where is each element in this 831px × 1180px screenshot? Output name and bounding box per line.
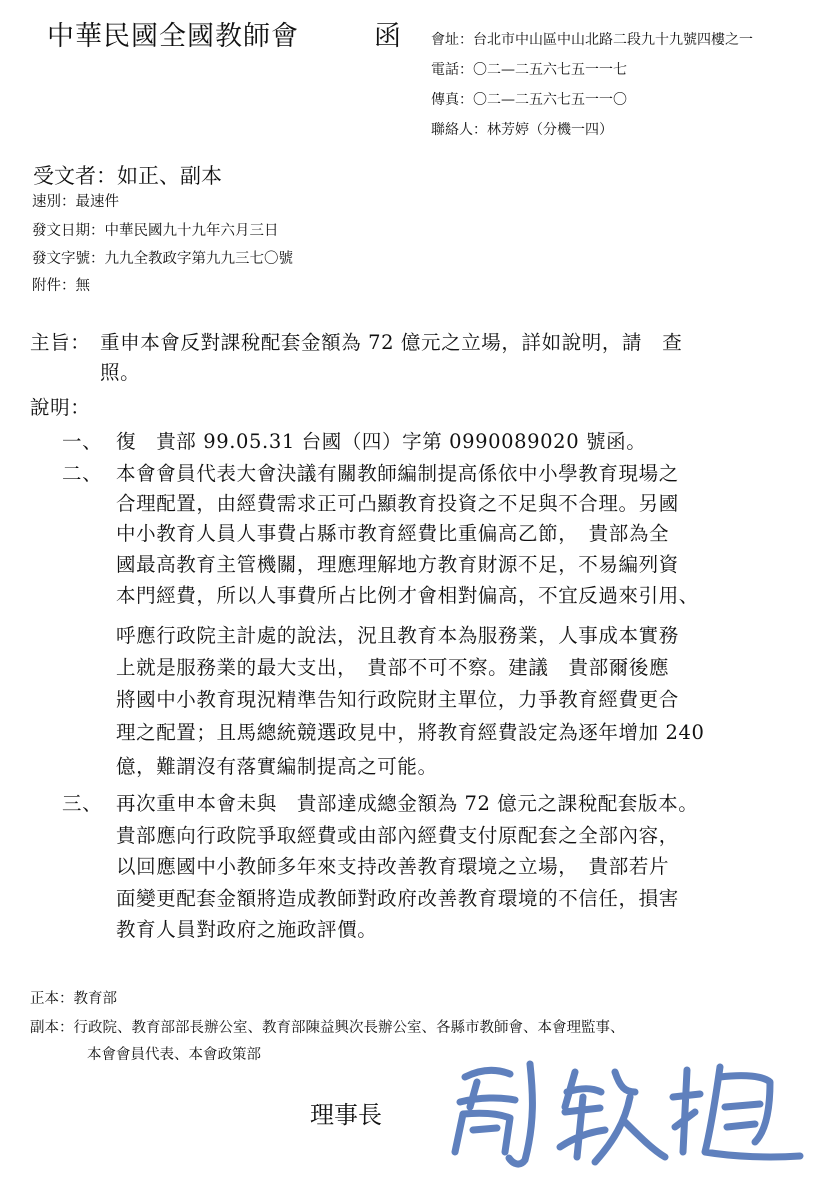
contact-person: 聯絡人：林芳婷（分機一四）: [431, 122, 613, 138]
attachment: 附件：無: [32, 278, 90, 294]
item-line: 將國中小教育現況精準告知行政院財主單位，力爭教育經費更合: [116, 688, 679, 711]
reference-number: 發文字號：九九全教政字第九九三七〇號: [32, 251, 293, 267]
urgency: 速別：最速件: [32, 194, 119, 210]
item-line: 理之配置；且馬總統競選政見中，將教育經費設定為逐年增加 240: [116, 721, 705, 744]
item-line: 復 貴部 99.05.31 台國（四）字第 0990089020 號函。: [116, 430, 647, 453]
item-number: 三、: [62, 792, 103, 815]
copy-recipients: 副本：行政院、教育部部長辦公室、教育部陳益興次長辦公室、各縣市教師會、本會理監事、: [30, 1020, 625, 1036]
fax: 傳真：〇二—二五六七五一一〇: [431, 92, 627, 108]
item-line: 呼應行政院主計處的說法，況且教育本為服務業，人事成本實務: [116, 624, 679, 647]
description-label: 說明：: [30, 396, 91, 419]
item-number: 二、: [62, 462, 103, 485]
organization-name: 中華民國全國教師會: [47, 21, 299, 52]
item-line: 教育人員對政府之施政評價。: [116, 918, 378, 941]
item-line: 合理配置，由經費需求正可凸顯教育投資之不足與不合理。另國: [116, 492, 679, 515]
item-line: 上就是服務業的最大支出， 貴部不可不察。建議 貴部爾後應: [116, 656, 670, 679]
item-line: 億，難謂沒有落實編制提高之可能。: [116, 755, 438, 778]
item-line: 面變更配套金額將造成教師對政府改善教育環境的不信任，損害: [116, 887, 679, 910]
item-line: 本門經費，所以人事費所占比例才會相對偏高，不宜反過來引用、: [116, 584, 699, 607]
handwritten-signature: [425, 1052, 810, 1172]
original-recipient: 正本：教育部: [30, 991, 117, 1007]
item-line: 再次重申本會未與 貴部達成總金額為 72 億元之課稅配套版本。: [116, 792, 699, 815]
item-line: 貴部應向行政院爭取經費或由部內經費支付原配套之全部內容，: [116, 824, 679, 847]
item-line: 本會會員代表大會決議有關教師編制提高係依中小學教育現場之: [116, 462, 679, 485]
copy-recipients-cont: 本會會員代表、本會政策部: [87, 1047, 261, 1063]
subject-line: 照。: [100, 361, 141, 384]
item-line: 中小教育人員人事費占縣市教育經費比重偏高乙節， 貴部為全: [116, 522, 670, 545]
signatory-title: 理事長: [310, 1101, 382, 1129]
item-number: 一、: [62, 430, 103, 453]
recipient: 受文者：如正、副本: [33, 164, 222, 188]
item-line: 以回應國中小教師多年來支持改善教育環境之立場， 貴部若片: [116, 855, 670, 878]
document-type: 函: [374, 21, 401, 52]
address: 會址：台北市中山區中山北路二段九十九號四樓之一: [431, 32, 753, 48]
subject-label: 主旨：: [30, 331, 91, 354]
issue-date: 發文日期：中華民國九十九年六月三日: [32, 223, 279, 239]
item-line: 國最高教育主管機關，理應理解地方教育財源不足，不易編列資: [116, 553, 679, 576]
phone: 電話：〇二—二五六七五一一七: [431, 62, 627, 78]
subject-line: 重申本會反對課稅配套金額為 72 億元之立場，詳如說明，請 查: [100, 331, 683, 354]
